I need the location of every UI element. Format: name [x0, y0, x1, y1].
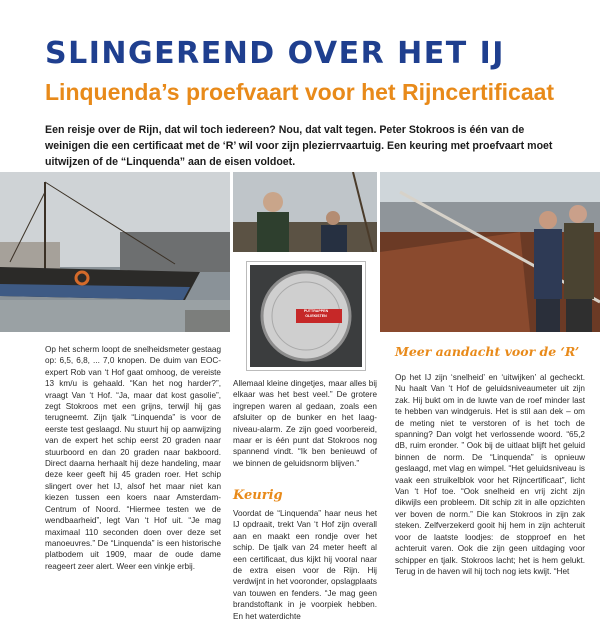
article-column-2b	[233, 508, 377, 624]
article-intro: Een reisje over de Rijn, dat wil toch iedereen? Nou, dat valt tegen. Peter Stokroos is één van de weinigen die een certificaat met de ‘R’ wil voor zijn plezierrvaartuig. Een keuring met proefvaart moet uitwijzen of de “Linquenda” aan de eisen voldoet.	[45, 124, 553, 168]
column-2-text-a: Allemaal kleine dingetjes, maar alles bij elkaar was het best veel.” De grotere ingrepen waren al gedaan, zoals een afsluiter op de bunker en het laag-niveau-alarm. Ze zijn goed voorbereid, maar er is één punt dat Stokroos nog spannend vindt. “Ik ben benieuwd of we binnen de geluidsnorm blijven.”	[233, 379, 377, 468]
photo-men-on-deck	[380, 172, 600, 332]
section-heading-meer-aandacht: Meer aandacht voor de ‘R’	[395, 344, 580, 359]
photo-ship-harbour	[0, 172, 230, 332]
article-column-2	[233, 378, 377, 471]
hatch-label-text: PUTTRAPPEN OLIEKISTEN	[303, 309, 329, 318]
column-2-text-b: Voordat de “Linquenda” haar neus het IJ opdraait, trekt Van ‘t Hof zijn overall aan en maakt een rondje over het schip. De tjalk van 24 meter heeft al een certificaat, dus kijkt hij vooral naar de extra eisen voor de Rijn. Hij verdwijnt in het vooronder, opslagplaats van touwen en fenders. “Je mag geen brandstoftank in je voorpiek hebben. En het waterdichte	[233, 509, 377, 621]
column-1-text: Op het scherm loopt de snelheidsmeter gestaag op: 6,5, 6,8, ... 7,0 knopen. De duim van EOC-expert Rob van ‘t Hof gaat omhoog, de vereiste 13 km/u is gehaald. “Kan het nog harder?”, vraagt Van ‘t Hof. “Ja, maar dat kost gasolie”, zegt Stokroos met een grijns, terwijl hij gas terugneemt. Zijn tjalk “Linquenda” is voor de eerste test geslaagd. Nu stuurt hij op aanwijzing van de expert het schip eerst 20 graden naar stuurboord en dan 20 graden naar bakboord. Direct daarna herhaalt hij deze handeling, maar deze keer geeft hij 45 graden roer. Het schip slingert over het IJ, alsof het maar niet kan kiezen tussen een koers naar Amsterdam-Centrum of Noord. “Hiermee testen we de wendbaarheid”, legt Van ‘t Hof uit. “Je mag maximaal 110 seconden doen over deze set manoeuvres.” De “Linquenda” is een historische platbodem uit 1909, maar de oude dame reageert zeer alert. Weer een vinkje erbij.	[45, 345, 221, 571]
article-column-3	[395, 372, 585, 579]
article-column-1	[45, 344, 221, 574]
column-3-text: Op het IJ zijn ‘snelheid’ en ‘uitwijken’ al gecheckt. Nu haalt Van ‘t Hof de geluidsniveaumeter uit zijn zak. Hij bukt om in de luwte van de roef minder last te hebben van windgeruis. Het is stil aan dek – om de meting niet te verstoren of is het toch de spanning? Dan volgt het verlossende woord. “65,2 dB, ruim eronder. ” Ook bij de uitlaat blijft het geluid binnen de norm. De “Linquenda” is opnieuw geslaagd, met vlag en wimpel. “Het geluidsniveau is vaak een struikelblok voor het Rijncertificaat”, licht Van ‘t Hof toe. “Ook snelheid en vrij zicht zijn dikwijls een probleem. Dit schip zit in alle opzichten ver boven de norm.” Die kan Stokroos in zijn zak steken. Zelfverzekerd gooit hij hem in zijn achteruit voor de laatste loodjes: de stopproef en het achteruit varen. Ook die zijn geen uitdaging voor schipper en tjalk. Stokroos lacht; het is hem gelukt. Terug in de haven wil hij toch nog iets kwijt. “Het	[395, 373, 585, 576]
article-subtitle: Linquenda’s proefvaart voor het Rijncertificaat	[45, 79, 555, 105]
article-title: SLINGEREND OVER HET IJ	[45, 36, 505, 71]
section-heading-keurig: Keurig	[233, 488, 283, 503]
photo-inspector-on-deck	[233, 172, 377, 252]
